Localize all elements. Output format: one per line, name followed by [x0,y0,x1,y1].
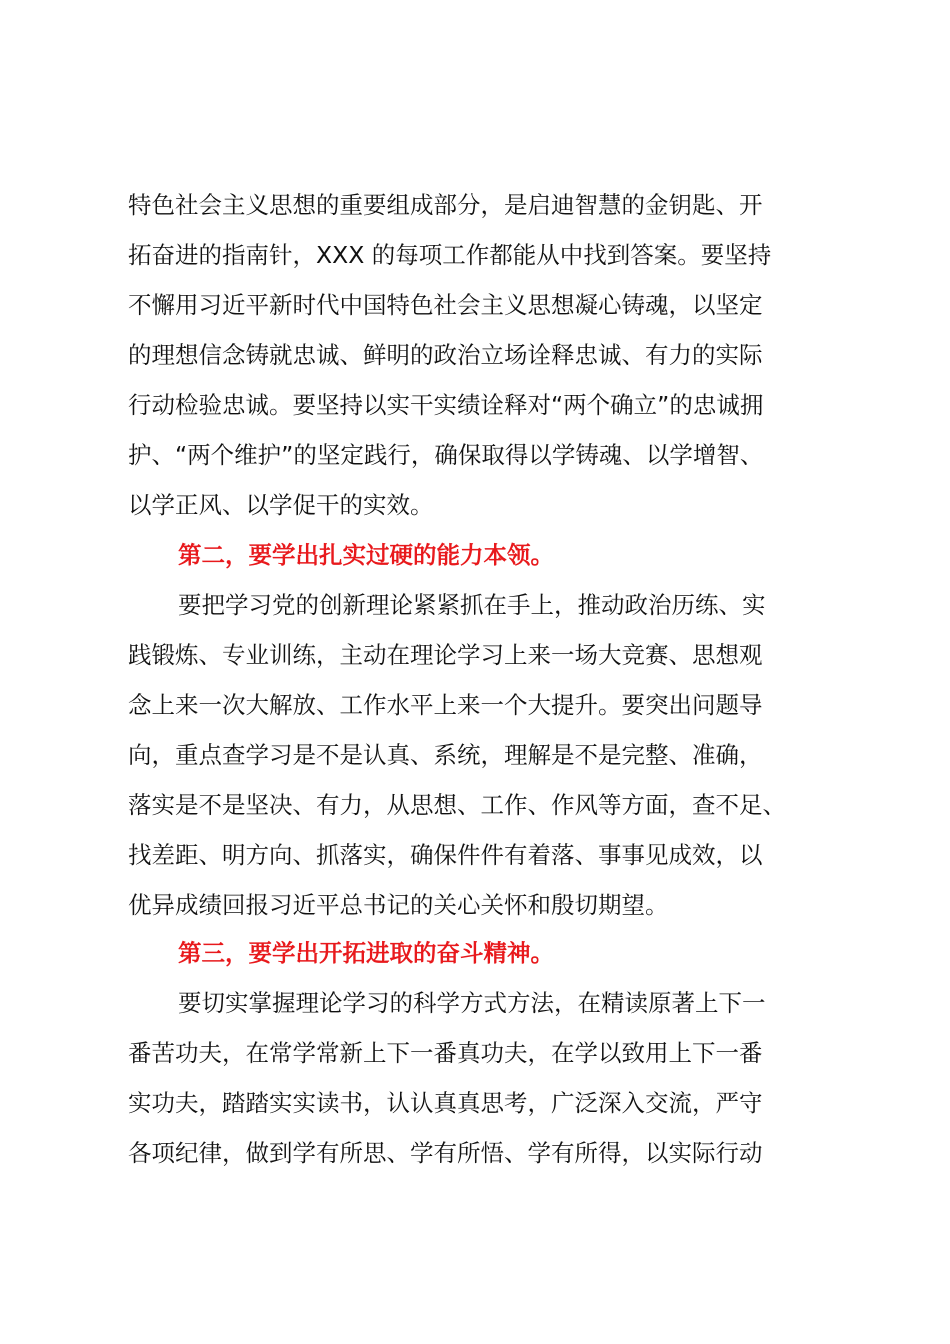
para3-line-1: 要切实掌握理论学习的科学方式方法，在精读原著上下一 [178,989,766,1017]
para1-line-1: 特色社会主义思想的重要组成部分，是启迪智慧的金钥匙、开 [128,191,763,219]
para2-line-5: 落实是不是坚决、有力，从思想、工作、作风等方面，查不足、 [128,791,786,819]
para1-line-4: 的理想信念铸就忠诚、鲜明的政治立场诠释忠诚、有力的实际 [128,341,763,369]
para1-line-5: 行动检验忠诚。要坚持以实干实绩诠释对“两个确立”的忠诚拥 [128,391,764,419]
para3-line-2: 番苦功夫，在常学常新上下一番真功夫，在学以致用上下一番 [128,1039,763,1067]
para1-line-3: 不懈用习近平新时代中国特色社会主义思想凝心铸魂，以坚定 [128,291,763,319]
para2-line-3: 念上来一次大解放、工作水平上来一个大提升。要突出问题导 [128,691,763,719]
para2-line-6: 找差距、明方向、抓落实，确保件件有着落、事事见成效，以 [128,841,763,869]
section-heading-2: 第二，要学出扎实过硬的能力本领。 [178,541,554,569]
para1-line-2: 拓奋进的指南针，XXX 的每项工作都能从中找到答案。要坚持 [128,241,772,269]
section-heading-3: 第三，要学出开拓进取的奋斗精神。 [178,939,554,967]
para1-line-7: 以学正风、以学促干的实效。 [128,491,434,519]
para2-line-4: 向，重点查学习是不是认真、系统，理解是不是完整、准确， [128,741,763,769]
para2-line-2: 践锻炼、专业训练，主动在理论学习上来一场大竞赛、思想观 [128,641,763,669]
para2-line-7: 优异成绩回报习近平总书记的关心关怀和殷切期望。 [128,891,669,919]
para3-line-4: 各项纪律，做到学有所思、学有所悟、学有所得，以实际行动 [128,1139,763,1167]
para1-line-6: 护、“两个维护”的坚定践行，确保取得以学铸魂、以学增智、 [128,441,764,469]
para3-line-3: 实功夫，踏踏实实读书，认认真真思考，广泛深入交流，严守 [128,1089,763,1117]
para2-line-1: 要把学习党的创新理论紧紧抓在手上，推动政治历练、实 [178,591,766,619]
